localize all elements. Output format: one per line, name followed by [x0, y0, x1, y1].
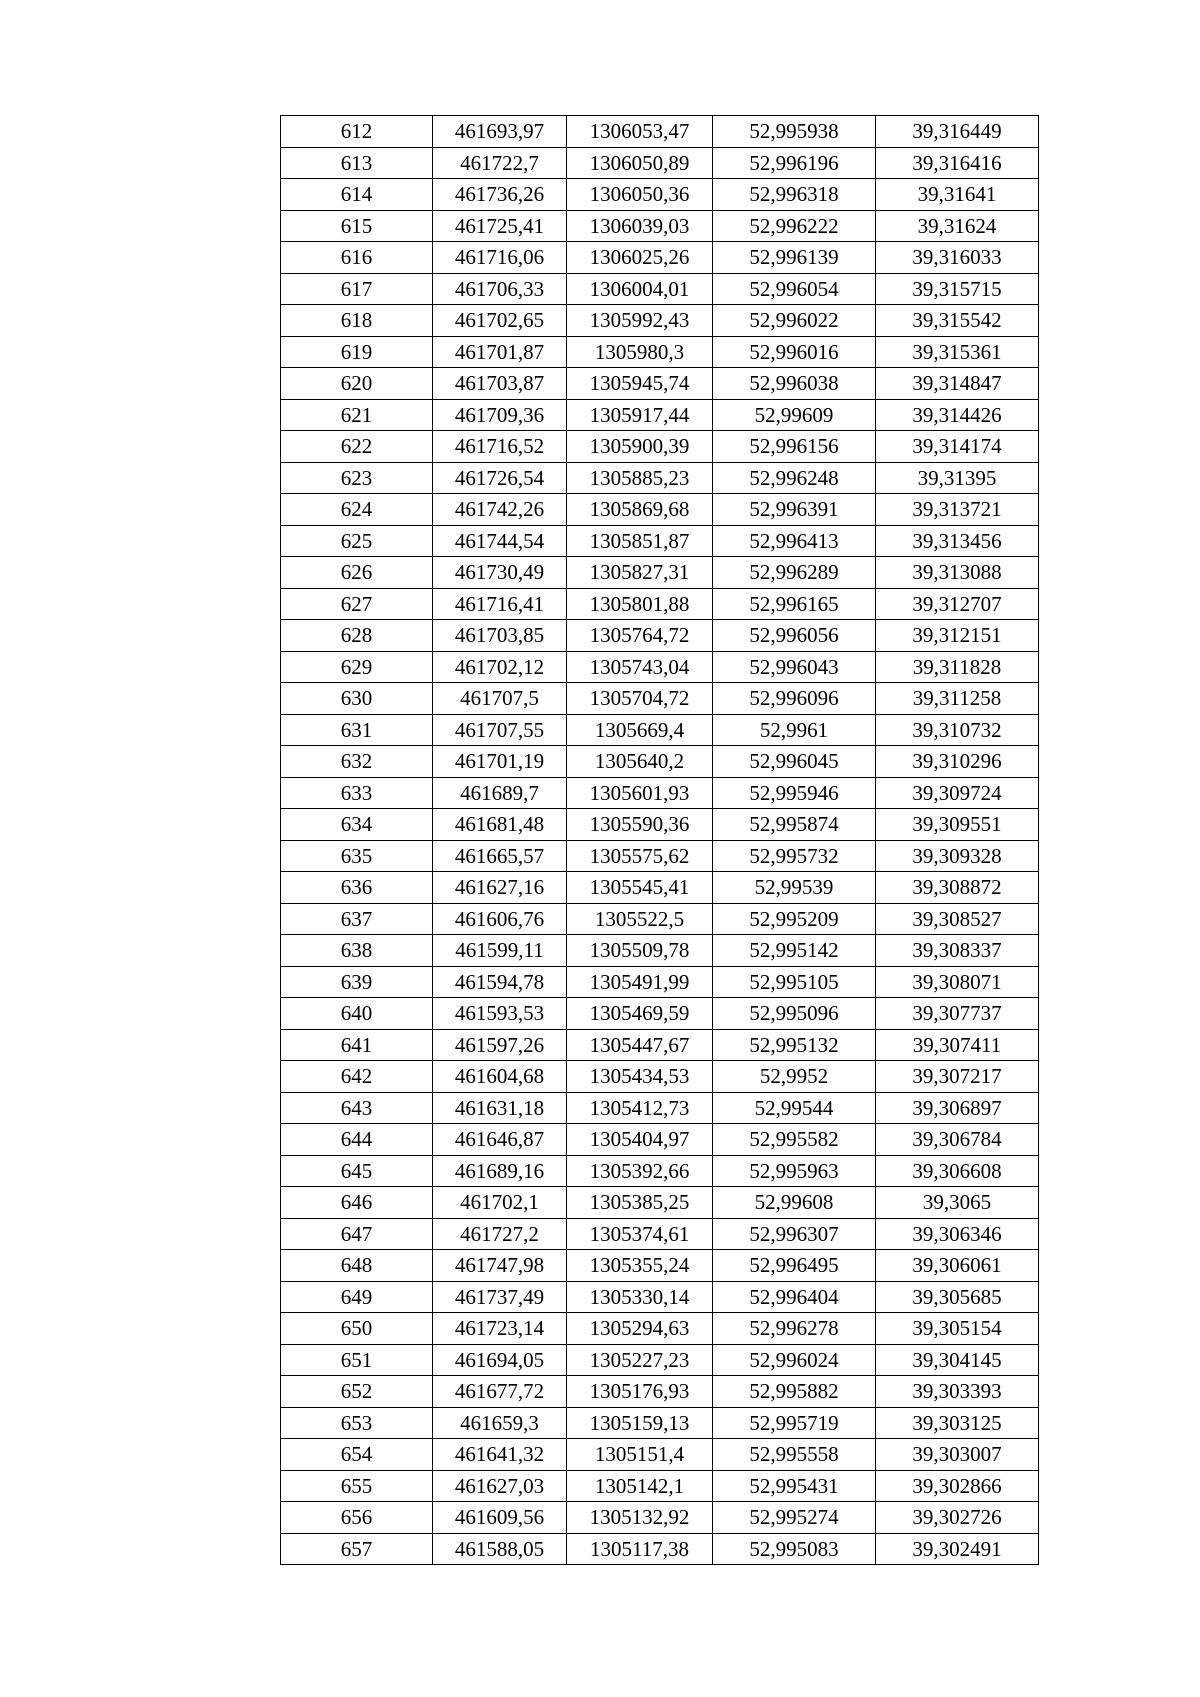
table-row [281, 116, 1039, 148]
point-number-cell: 614 [281, 179, 433, 211]
x-coordinate-cell: 461627,16 [433, 872, 567, 904]
x-coordinate-cell: 461594,78 [433, 966, 567, 998]
point-number-cell: 624 [281, 494, 433, 526]
longitude-cell: 39,311258 [876, 683, 1039, 715]
point-number-cell: 652 [281, 1376, 433, 1408]
point-number-cell: 651 [281, 1344, 433, 1376]
longitude-cell: 39,315361 [876, 336, 1039, 368]
longitude-cell: 39,309328 [876, 840, 1039, 872]
x-coordinate-cell: 461730,49 [433, 557, 567, 589]
longitude-cell: 39,309551 [876, 809, 1039, 841]
point-number-cell: 647 [281, 1218, 433, 1250]
latitude-cell: 52,995083 [713, 1533, 876, 1565]
table-row [281, 336, 1039, 368]
latitude-cell: 52,995882 [713, 1376, 876, 1408]
x-coordinate-cell: 461627,03 [433, 1470, 567, 1502]
x-coordinate-cell: 461588,05 [433, 1533, 567, 1565]
latitude-cell: 52,996196 [713, 147, 876, 179]
y-coordinate-cell: 1305980,3 [567, 336, 713, 368]
y-coordinate-cell: 1305412,73 [567, 1092, 713, 1124]
longitude-cell: 39,302726 [876, 1502, 1039, 1534]
x-coordinate-cell: 461736,26 [433, 179, 567, 211]
longitude-cell: 39,313721 [876, 494, 1039, 526]
latitude-cell: 52,996038 [713, 368, 876, 400]
point-number-cell: 645 [281, 1155, 433, 1187]
y-coordinate-cell: 1305117,38 [567, 1533, 713, 1565]
y-coordinate-cell: 1305151,4 [567, 1439, 713, 1471]
latitude-cell: 52,996318 [713, 179, 876, 211]
table-row [281, 714, 1039, 746]
point-number-cell: 642 [281, 1061, 433, 1093]
latitude-cell: 52,996248 [713, 462, 876, 494]
latitude-cell: 52,996054 [713, 273, 876, 305]
y-coordinate-cell: 1305669,4 [567, 714, 713, 746]
x-coordinate-cell: 461727,2 [433, 1218, 567, 1250]
table-row [281, 777, 1039, 809]
point-number-cell: 635 [281, 840, 433, 872]
latitude-cell: 52,996024 [713, 1344, 876, 1376]
latitude-cell: 52,996222 [713, 210, 876, 242]
y-coordinate-cell: 1305851,87 [567, 525, 713, 557]
table-row [281, 1250, 1039, 1282]
y-coordinate-cell: 1305704,72 [567, 683, 713, 715]
longitude-cell: 39,305154 [876, 1313, 1039, 1345]
longitude-cell: 39,31395 [876, 462, 1039, 494]
y-coordinate-cell: 1305330,14 [567, 1281, 713, 1313]
latitude-cell: 52,996045 [713, 746, 876, 778]
table-row [281, 1376, 1039, 1408]
point-number-cell: 626 [281, 557, 433, 589]
table-row [281, 1313, 1039, 1345]
longitude-cell: 39,313088 [876, 557, 1039, 589]
point-number-cell: 634 [281, 809, 433, 841]
point-number-cell: 656 [281, 1502, 433, 1534]
x-coordinate-cell: 461689,7 [433, 777, 567, 809]
longitude-cell: 39,306061 [876, 1250, 1039, 1282]
x-coordinate-cell: 461707,5 [433, 683, 567, 715]
y-coordinate-cell: 1305917,44 [567, 399, 713, 431]
y-coordinate-cell: 1305159,13 [567, 1407, 713, 1439]
longitude-cell: 39,313456 [876, 525, 1039, 557]
latitude-cell: 52,996165 [713, 588, 876, 620]
y-coordinate-cell: 1305522,5 [567, 903, 713, 935]
table-row [281, 651, 1039, 683]
y-coordinate-cell: 1305801,88 [567, 588, 713, 620]
latitude-cell: 52,995938 [713, 116, 876, 148]
table-row [281, 840, 1039, 872]
y-coordinate-cell: 1305392,66 [567, 1155, 713, 1187]
table-row [281, 966, 1039, 998]
point-number-cell: 618 [281, 305, 433, 337]
latitude-cell: 52,996413 [713, 525, 876, 557]
point-number-cell: 650 [281, 1313, 433, 1345]
y-coordinate-cell: 1306025,26 [567, 242, 713, 274]
y-coordinate-cell: 1305900,39 [567, 431, 713, 463]
point-number-cell: 625 [281, 525, 433, 557]
x-coordinate-cell: 461723,14 [433, 1313, 567, 1345]
x-coordinate-cell: 461737,49 [433, 1281, 567, 1313]
longitude-cell: 39,31624 [876, 210, 1039, 242]
point-number-cell: 616 [281, 242, 433, 274]
y-coordinate-cell: 1305142,1 [567, 1470, 713, 1502]
x-coordinate-cell: 461665,57 [433, 840, 567, 872]
table-row [281, 462, 1039, 494]
y-coordinate-cell: 1305374,61 [567, 1218, 713, 1250]
table-row [281, 431, 1039, 463]
x-coordinate-cell: 461702,65 [433, 305, 567, 337]
longitude-cell: 39,307217 [876, 1061, 1039, 1093]
y-coordinate-cell: 1305590,36 [567, 809, 713, 841]
table-row [281, 210, 1039, 242]
table-row [281, 1281, 1039, 1313]
latitude-cell: 52,99544 [713, 1092, 876, 1124]
table-row [281, 273, 1039, 305]
coordinates-table-body [281, 116, 1039, 1565]
longitude-cell: 39,303125 [876, 1407, 1039, 1439]
latitude-cell: 52,996043 [713, 651, 876, 683]
y-coordinate-cell: 1305545,41 [567, 872, 713, 904]
x-coordinate-cell: 461716,52 [433, 431, 567, 463]
table-row [281, 305, 1039, 337]
x-coordinate-cell: 461701,19 [433, 746, 567, 778]
y-coordinate-cell: 1305491,99 [567, 966, 713, 998]
longitude-cell: 39,308337 [876, 935, 1039, 967]
x-coordinate-cell: 461641,32 [433, 1439, 567, 1471]
point-number-cell: 632 [281, 746, 433, 778]
point-number-cell: 641 [281, 1029, 433, 1061]
latitude-cell: 52,995142 [713, 935, 876, 967]
y-coordinate-cell: 1306050,89 [567, 147, 713, 179]
longitude-cell: 39,310296 [876, 746, 1039, 778]
longitude-cell: 39,309724 [876, 777, 1039, 809]
y-coordinate-cell: 1305447,67 [567, 1029, 713, 1061]
x-coordinate-cell: 461722,7 [433, 147, 567, 179]
y-coordinate-cell: 1305992,43 [567, 305, 713, 337]
point-number-cell: 654 [281, 1439, 433, 1471]
longitude-cell: 39,3065 [876, 1187, 1039, 1219]
table-row [281, 179, 1039, 211]
table-row [281, 399, 1039, 431]
longitude-cell: 39,314426 [876, 399, 1039, 431]
point-number-cell: 657 [281, 1533, 433, 1565]
point-number-cell: 612 [281, 116, 433, 148]
y-coordinate-cell: 1306004,01 [567, 273, 713, 305]
latitude-cell: 52,995946 [713, 777, 876, 809]
point-number-cell: 636 [281, 872, 433, 904]
longitude-cell: 39,303007 [876, 1439, 1039, 1471]
longitude-cell: 39,305685 [876, 1281, 1039, 1313]
point-number-cell: 638 [281, 935, 433, 967]
latitude-cell: 52,995732 [713, 840, 876, 872]
table-row [281, 1407, 1039, 1439]
y-coordinate-cell: 1305869,68 [567, 494, 713, 526]
x-coordinate-cell: 461689,16 [433, 1155, 567, 1187]
table-row [281, 368, 1039, 400]
latitude-cell: 52,996156 [713, 431, 876, 463]
longitude-cell: 39,306897 [876, 1092, 1039, 1124]
table-row [281, 1533, 1039, 1565]
latitude-cell: 52,996278 [713, 1313, 876, 1345]
point-number-cell: 617 [281, 273, 433, 305]
point-number-cell: 615 [281, 210, 433, 242]
y-coordinate-cell: 1305575,62 [567, 840, 713, 872]
x-coordinate-cell: 461701,87 [433, 336, 567, 368]
x-coordinate-cell: 461709,36 [433, 399, 567, 431]
x-coordinate-cell: 461681,48 [433, 809, 567, 841]
latitude-cell: 52,996495 [713, 1250, 876, 1282]
table-row [281, 1502, 1039, 1534]
point-number-cell: 639 [281, 966, 433, 998]
longitude-cell: 39,315715 [876, 273, 1039, 305]
point-number-cell: 633 [281, 777, 433, 809]
x-coordinate-cell: 461716,06 [433, 242, 567, 274]
x-coordinate-cell: 461744,54 [433, 525, 567, 557]
longitude-cell: 39,312707 [876, 588, 1039, 620]
x-coordinate-cell: 461606,76 [433, 903, 567, 935]
latitude-cell: 52,996404 [713, 1281, 876, 1313]
table-row [281, 1061, 1039, 1093]
table-row [281, 525, 1039, 557]
point-number-cell: 628 [281, 620, 433, 652]
x-coordinate-cell: 461707,55 [433, 714, 567, 746]
x-coordinate-cell: 461703,87 [433, 368, 567, 400]
latitude-cell: 52,995274 [713, 1502, 876, 1534]
y-coordinate-cell: 1305945,74 [567, 368, 713, 400]
latitude-cell: 52,995096 [713, 998, 876, 1030]
x-coordinate-cell: 461646,87 [433, 1124, 567, 1156]
x-coordinate-cell: 461599,11 [433, 935, 567, 967]
latitude-cell: 52,995963 [713, 1155, 876, 1187]
x-coordinate-cell: 461693,97 [433, 116, 567, 148]
latitude-cell: 52,9952 [713, 1061, 876, 1093]
latitude-cell: 52,995105 [713, 966, 876, 998]
latitude-cell: 52,99609 [713, 399, 876, 431]
y-coordinate-cell: 1305385,25 [567, 1187, 713, 1219]
point-number-cell: 622 [281, 431, 433, 463]
table-row [281, 746, 1039, 778]
x-coordinate-cell: 461706,33 [433, 273, 567, 305]
longitude-cell: 39,31641 [876, 179, 1039, 211]
longitude-cell: 39,311828 [876, 651, 1039, 683]
point-number-cell: 613 [281, 147, 433, 179]
longitude-cell: 39,314174 [876, 431, 1039, 463]
x-coordinate-cell: 461694,05 [433, 1344, 567, 1376]
x-coordinate-cell: 461659,3 [433, 1407, 567, 1439]
longitude-cell: 39,314847 [876, 368, 1039, 400]
point-number-cell: 644 [281, 1124, 433, 1156]
longitude-cell: 39,312151 [876, 620, 1039, 652]
y-coordinate-cell: 1306039,03 [567, 210, 713, 242]
latitude-cell: 52,995874 [713, 809, 876, 841]
table-row [281, 242, 1039, 274]
longitude-cell: 39,306608 [876, 1155, 1039, 1187]
table-row [281, 809, 1039, 841]
latitude-cell: 52,996307 [713, 1218, 876, 1250]
point-number-cell: 627 [281, 588, 433, 620]
point-number-cell: 637 [281, 903, 433, 935]
latitude-cell: 52,995558 [713, 1439, 876, 1471]
y-coordinate-cell: 1305132,92 [567, 1502, 713, 1534]
table-row [281, 1029, 1039, 1061]
longitude-cell: 39,316033 [876, 242, 1039, 274]
point-number-cell: 653 [281, 1407, 433, 1439]
longitude-cell: 39,302491 [876, 1533, 1039, 1565]
y-coordinate-cell: 1306050,36 [567, 179, 713, 211]
table-row [281, 1124, 1039, 1156]
latitude-cell: 52,996139 [713, 242, 876, 274]
y-coordinate-cell: 1305294,63 [567, 1313, 713, 1345]
longitude-cell: 39,307737 [876, 998, 1039, 1030]
latitude-cell: 52,99539 [713, 872, 876, 904]
point-number-cell: 655 [281, 1470, 433, 1502]
y-coordinate-cell: 1305509,78 [567, 935, 713, 967]
table-row [281, 147, 1039, 179]
table-row [281, 1155, 1039, 1187]
y-coordinate-cell: 1305469,59 [567, 998, 713, 1030]
point-number-cell: 646 [281, 1187, 433, 1219]
latitude-cell: 52,995431 [713, 1470, 876, 1502]
latitude-cell: 52,995582 [713, 1124, 876, 1156]
longitude-cell: 39,316449 [876, 116, 1039, 148]
point-number-cell: 623 [281, 462, 433, 494]
latitude-cell: 52,99608 [713, 1187, 876, 1219]
latitude-cell: 52,996096 [713, 683, 876, 715]
x-coordinate-cell: 461631,18 [433, 1092, 567, 1124]
latitude-cell: 52,996016 [713, 336, 876, 368]
y-coordinate-cell: 1306053,47 [567, 116, 713, 148]
y-coordinate-cell: 1305885,23 [567, 462, 713, 494]
x-coordinate-cell: 461604,68 [433, 1061, 567, 1093]
longitude-cell: 39,306784 [876, 1124, 1039, 1156]
latitude-cell: 52,995209 [713, 903, 876, 935]
coordinates-table [280, 115, 1039, 1565]
x-coordinate-cell: 461716,41 [433, 588, 567, 620]
point-number-cell: 640 [281, 998, 433, 1030]
x-coordinate-cell: 461726,54 [433, 462, 567, 494]
latitude-cell: 52,995132 [713, 1029, 876, 1061]
x-coordinate-cell: 461609,56 [433, 1502, 567, 1534]
table-row [281, 1218, 1039, 1250]
y-coordinate-cell: 1305176,93 [567, 1376, 713, 1408]
x-coordinate-cell: 461702,12 [433, 651, 567, 683]
y-coordinate-cell: 1305355,24 [567, 1250, 713, 1282]
longitude-cell: 39,304145 [876, 1344, 1039, 1376]
point-number-cell: 643 [281, 1092, 433, 1124]
table-row [281, 903, 1039, 935]
longitude-cell: 39,308872 [876, 872, 1039, 904]
longitude-cell: 39,308527 [876, 903, 1039, 935]
table-row [281, 1470, 1039, 1502]
longitude-cell: 39,303393 [876, 1376, 1039, 1408]
x-coordinate-cell: 461593,53 [433, 998, 567, 1030]
table-row [281, 998, 1039, 1030]
table-row [281, 494, 1039, 526]
latitude-cell: 52,996022 [713, 305, 876, 337]
table-row [281, 1187, 1039, 1219]
table-row [281, 588, 1039, 620]
table-row [281, 557, 1039, 589]
latitude-cell: 52,996289 [713, 557, 876, 589]
table-row [281, 935, 1039, 967]
table-row [281, 683, 1039, 715]
point-number-cell: 631 [281, 714, 433, 746]
longitude-cell: 39,316416 [876, 147, 1039, 179]
y-coordinate-cell: 1305764,72 [567, 620, 713, 652]
y-coordinate-cell: 1305640,2 [567, 746, 713, 778]
point-number-cell: 621 [281, 399, 433, 431]
point-number-cell: 630 [281, 683, 433, 715]
table-row [281, 1344, 1039, 1376]
longitude-cell: 39,307411 [876, 1029, 1039, 1061]
x-coordinate-cell: 461747,98 [433, 1250, 567, 1282]
latitude-cell: 52,9961 [713, 714, 876, 746]
table-row [281, 620, 1039, 652]
latitude-cell: 52,995719 [713, 1407, 876, 1439]
y-coordinate-cell: 1305227,23 [567, 1344, 713, 1376]
longitude-cell: 39,308071 [876, 966, 1039, 998]
table-row [281, 872, 1039, 904]
y-coordinate-cell: 1305434,53 [567, 1061, 713, 1093]
point-number-cell: 619 [281, 336, 433, 368]
latitude-cell: 52,996391 [713, 494, 876, 526]
point-number-cell: 649 [281, 1281, 433, 1313]
y-coordinate-cell: 1305601,93 [567, 777, 713, 809]
x-coordinate-cell: 461725,41 [433, 210, 567, 242]
y-coordinate-cell: 1305404,97 [567, 1124, 713, 1156]
longitude-cell: 39,315542 [876, 305, 1039, 337]
x-coordinate-cell: 461677,72 [433, 1376, 567, 1408]
table-row [281, 1439, 1039, 1471]
y-coordinate-cell: 1305743,04 [567, 651, 713, 683]
point-number-cell: 620 [281, 368, 433, 400]
x-coordinate-cell: 461703,85 [433, 620, 567, 652]
y-coordinate-cell: 1305827,31 [567, 557, 713, 589]
x-coordinate-cell: 461597,26 [433, 1029, 567, 1061]
longitude-cell: 39,302866 [876, 1470, 1039, 1502]
longitude-cell: 39,310732 [876, 714, 1039, 746]
x-coordinate-cell: 461702,1 [433, 1187, 567, 1219]
latitude-cell: 52,996056 [713, 620, 876, 652]
table-row [281, 1092, 1039, 1124]
longitude-cell: 39,306346 [876, 1218, 1039, 1250]
point-number-cell: 629 [281, 651, 433, 683]
x-coordinate-cell: 461742,26 [433, 494, 567, 526]
point-number-cell: 648 [281, 1250, 433, 1282]
